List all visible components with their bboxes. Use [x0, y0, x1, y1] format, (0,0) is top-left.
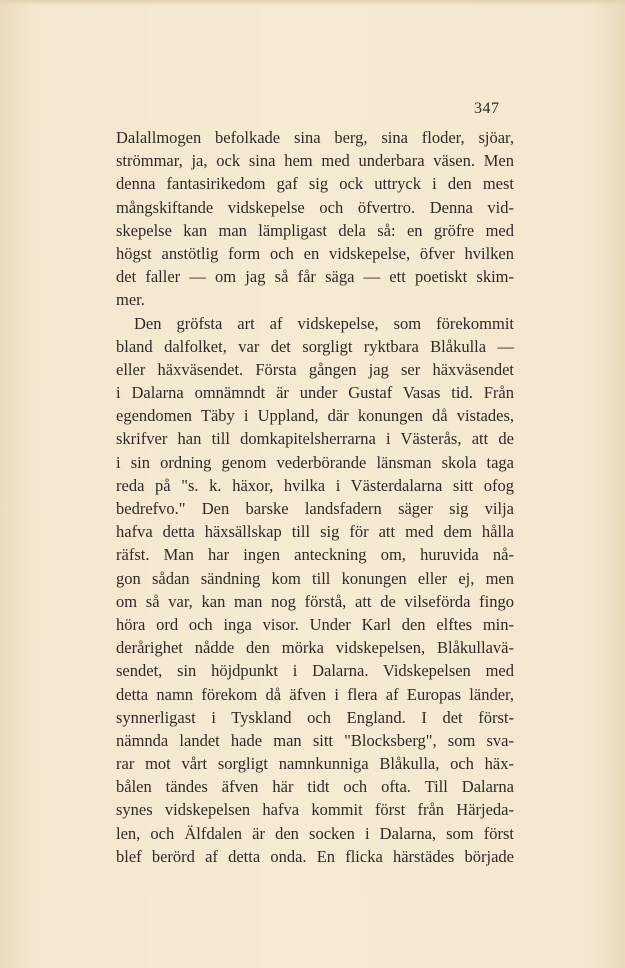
text-line: rar mot vårt sorgligt namnkunniga Blåkulla, och häx- — [116, 754, 514, 774]
text-line: mer. — [116, 290, 145, 310]
text-line: i Dalarna omnämndt är under Gustaf Vasas tid. Från — [116, 383, 514, 403]
body-text — [116, 126, 514, 868]
text-line: detta namn förekom då äfven i flera af Europas länder, — [116, 684, 514, 704]
text-line: i sin ordning genom vederbörande länsman skola taga — [116, 452, 514, 472]
text-line: strömmar, ja, ock sina hem med underbara väsen. Men — [116, 151, 514, 171]
text-line: bedrefvo." Den barske landsfadern säger sig vilja — [116, 499, 514, 518]
text-line: mångskiftande vidskepelse och öfvertro. Denna vid- — [116, 197, 514, 217]
text-line: sendet, sin höjdpunkt i Dalarna. Vidskepelsen med — [116, 661, 514, 681]
text-line: Den gröfsta art af vidskepelse, som förekommit — [134, 313, 514, 333]
page-number: 347 — [474, 100, 500, 117]
text-line: räfst. Man har ingen anteckning om, huruvida nå- — [116, 545, 514, 565]
text-line: synnerligast i Tyskland och England. I det först- — [116, 707, 514, 727]
text-line: reda på "s. k. häxor, hvilka i Västerdalarna sitt ofog — [116, 475, 514, 495]
text-line: skepelse kan man lämpligast dela så: en gröfre med — [116, 220, 514, 240]
text-line: högst anstötlig form och en vidskepelse, öfver hvilken — [116, 243, 514, 263]
text-line: bålen tändes äfven här tidt och ofta. Till Dalarna — [116, 777, 514, 797]
text-line: len, och Älfdalen är den socken i Dalarna, som först — [116, 823, 514, 843]
text-line: denna fantasirikedom gaf sig ock uttryck i den mest — [116, 174, 514, 194]
text-line: nämnda landet hade man sitt "Blocksberg", som sva- — [116, 730, 514, 750]
text-line: eller häxväsendet. Första gången jag ser häxväsendet — [116, 359, 514, 379]
text-line: blef berörd af detta onda. En flicka härstädes började — [116, 846, 514, 866]
text-line: höra ord och inga visor. Under Karl den elftes min- — [116, 614, 514, 634]
text-line: bland dalfolket, var det sorgligt ryktbara Blåkulla — — [116, 336, 514, 356]
text-line: synes vidskepelsen hafva kommit först från Härjeda- — [116, 800, 514, 820]
text-line: gon sådan sändning kom till konungen eller ej, men — [116, 568, 514, 588]
text-line: det faller — om jag så får säga — ett poetiskt skim- — [116, 267, 514, 287]
text-line: derårighet nådde den mörka vidskepelsen, Blåkullavä- — [116, 638, 514, 658]
text-line: om så var, kan man nog förstå, att de vilseförda fingo — [116, 591, 514, 611]
text-line: egendomen Täby i Uppland, där konungen då vistades, — [116, 406, 514, 426]
text-line: skrifver han till domkapitelsherrarna i Västerås, att de — [116, 429, 514, 449]
page-edge — [0, 0, 625, 6]
text-line: hafva detta häxsällskap till sig för att med dem hålla — [116, 522, 514, 542]
text-line: Dalallmogen befolkade sina berg, sina floder, sjöar, — [116, 128, 514, 147]
